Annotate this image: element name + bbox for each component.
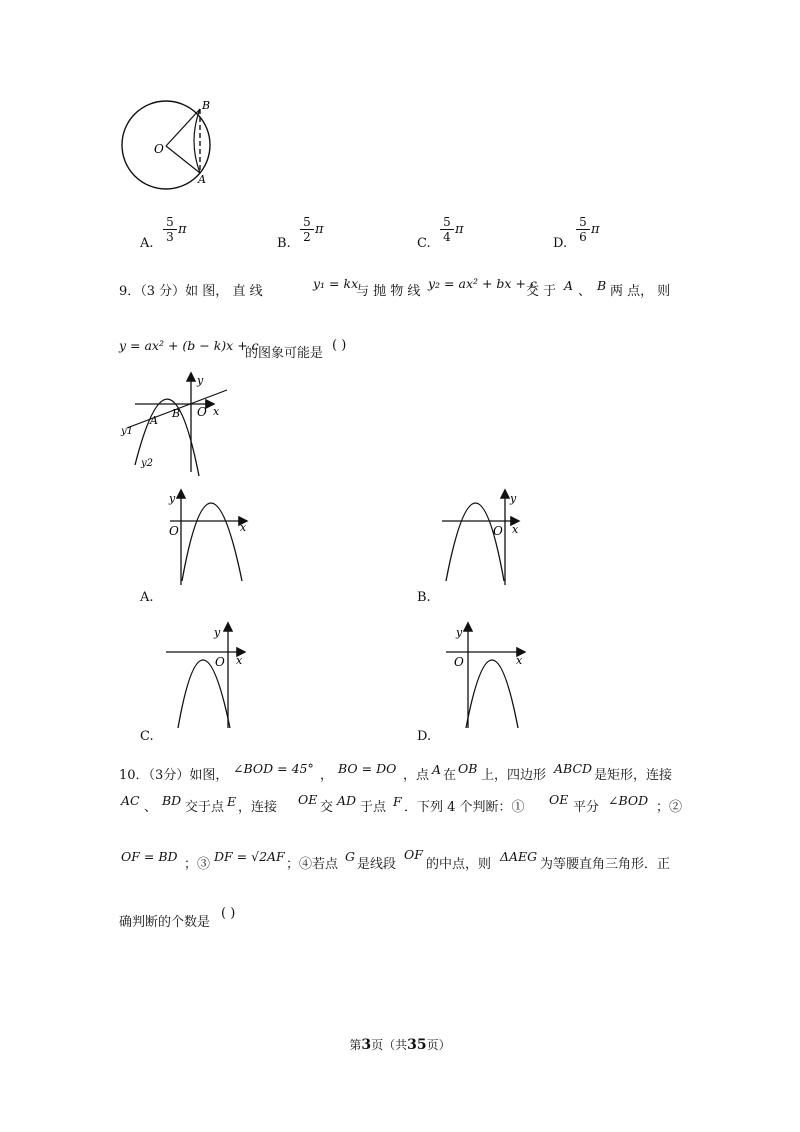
q10-l2-e-point: E [227, 794, 237, 809]
q8-arc-ab [194, 109, 200, 173]
q10-l2-h: ；② [656, 800, 683, 815]
q10-answer-paren: ( ) [221, 906, 236, 921]
footer-page-number: 3 [361, 1037, 372, 1053]
q9-option-b-graph [438, 485, 538, 585]
q8-option-b-fraction: $\frac{5}{2}$ [300, 215, 314, 244]
q9-a-label-o: O [169, 524, 179, 538]
q9-b-label-o: O [493, 524, 503, 538]
q9-d-label-x: x [516, 654, 523, 667]
q10-l3-a: ；③ [184, 857, 211, 872]
q9-a-label-y: y [169, 492, 176, 505]
q10-l2-b: 交于点 [185, 800, 225, 815]
q10-l2-bd: BD [162, 793, 182, 808]
q9-main-label-x: x [213, 405, 220, 418]
q10-l2-f: ．下列 4 个判断：① [404, 800, 525, 815]
q9-c-label-y: y [214, 626, 221, 639]
q9-c-label-o: O [215, 655, 225, 669]
q10-l2-oe2: OE [549, 792, 569, 807]
q9-option-a-graph [160, 485, 260, 585]
q10-l2-e: 于点 [360, 800, 387, 815]
footer-post: 页） [426, 1038, 451, 1052]
q10-l3-e: 为等腰直角三角形．正 [540, 857, 671, 872]
q10-l2-a: 、 [144, 800, 158, 815]
q9-main-label-y2: y2 [141, 458, 154, 469]
q10-l1-point-a: A [432, 762, 442, 777]
q8-option-c-letter: C. [417, 236, 431, 251]
q9-option-d-graph [438, 620, 538, 730]
q8-label-a: A [198, 173, 206, 186]
q10-l1-e: 上，四边形 [481, 768, 547, 783]
q9-answer-paren: ( ) [332, 338, 347, 353]
q10-l3-b: ；④若点 [286, 857, 339, 872]
footer-mid: 页（共 [371, 1038, 408, 1052]
q10-l3-d: 的中点，则 [426, 857, 492, 872]
q8-circle-figure [118, 95, 228, 195]
q10-l1-angle-eq: ∠BOD = 45° [233, 761, 314, 776]
q10-l3-of-eq: OF = BD [121, 849, 178, 864]
q9-main-label-y1: y1 [121, 426, 134, 437]
q10-l2-c: ，连接 [238, 800, 278, 815]
q10-l4-a: 确判断的个数是 [119, 915, 211, 930]
q10-l2-oe: OE [298, 792, 318, 807]
q9-option-a[interactable]: A. [140, 590, 154, 605]
q8-option-d-letter: D. [553, 236, 568, 251]
q10-l1-d: 在 [443, 768, 457, 783]
q10-l1-abcd: ABCD [554, 761, 593, 776]
q9-point-b: B [597, 278, 607, 293]
q9-sep: 、 [578, 284, 592, 299]
q9-mid1: 与 抛 物 线 [356, 284, 421, 299]
q8-option-c-pi: π [455, 222, 464, 237]
q10-l1-b: ， [320, 768, 334, 783]
q9-a-label-x: x [240, 521, 247, 534]
footer-pre: 第 [349, 1038, 362, 1052]
q9-option-d[interactable]: D. [417, 729, 432, 744]
q9-tail: 的图象可能是 [245, 346, 324, 361]
q10-l2-ad: AD [337, 793, 357, 808]
q10-l3-c: 是线段 [357, 857, 397, 872]
q9-point-a: A [564, 278, 574, 293]
q10-l3-of: OF [404, 847, 423, 862]
q8-label-o: O [154, 142, 164, 156]
q9-option-c-graph [160, 620, 260, 730]
page-footer [0, 1036, 800, 1053]
q8-label-b: B [202, 99, 211, 112]
q8-option-a-pi: π [178, 222, 187, 237]
q8-option-a-fraction: $\frac{5}{3}$ [163, 215, 177, 244]
q9-d-label-y: y [456, 626, 463, 639]
footer-total-pages: 35 [407, 1037, 427, 1053]
q9-main-label-b: B [172, 407, 181, 420]
q10-l2-g: 平分 [573, 800, 600, 815]
q9-option-c[interactable]: C. [140, 729, 154, 744]
q10-l2-angle: ∠BOD [608, 793, 649, 808]
q9-c-label-x: x [236, 654, 243, 667]
q10-l3-df-eq: DF = √2AF [214, 849, 285, 864]
q9-a-parabola [182, 503, 242, 581]
q9-b-parabola [446, 503, 504, 581]
q9-eq-result: y = ax² + (b − k)x + c [119, 338, 259, 353]
q10-l3-g-point: G [345, 849, 355, 864]
q8-option-a-letter: A. [140, 236, 154, 251]
q10-l2-ac: AC [121, 793, 140, 808]
q9-c-parabola [178, 660, 230, 728]
q10-l3-triangle: ΔAEG [500, 849, 538, 864]
q9-eq-line: y₁ = kx [313, 276, 359, 291]
q8-circle [122, 101, 210, 189]
q8-option-b-pi: π [315, 222, 324, 237]
q9-main-label-a: A [150, 414, 158, 427]
q8-option-b-letter: B. [277, 236, 291, 251]
q9-b-label-x: x [512, 523, 519, 536]
q10-l2-d: 交 [320, 800, 334, 815]
q10-l1-f: 是矩形，连接 [594, 768, 673, 783]
q8-option-c-fraction: $\frac{5}{4}$ [440, 215, 454, 244]
q10-l1-a: 10．（3分）如图， [119, 768, 229, 783]
q8-option-d-pi: π [591, 222, 600, 237]
q10-l1-c: ，点 [403, 768, 430, 783]
q9-eq-parabola: y₂ = ax² + bx + c [428, 276, 537, 291]
q9-main-figure [115, 368, 240, 476]
q8-option-d-fraction: $\frac{5}{6}$ [576, 215, 590, 244]
q9-d-parabola [466, 660, 518, 728]
q9-main-label-o: O [197, 405, 207, 419]
q10-l2-f-point: F [393, 794, 402, 809]
q9-b-label-y: y [510, 492, 517, 505]
q9-option-b[interactable]: B. [417, 590, 431, 605]
q10-l1-bo-eq: BO = DO [338, 761, 397, 776]
q9-mid3: 两 点， 则 [610, 284, 671, 299]
q9-prefix: 9．（3 分）如 图， 直 线 [119, 284, 263, 299]
q10-l1-ob: OB [458, 761, 478, 776]
q9-d-label-o: O [454, 655, 464, 669]
q9-main-label-y: y [197, 374, 204, 387]
q9-mid2: 交 于 [526, 284, 557, 299]
